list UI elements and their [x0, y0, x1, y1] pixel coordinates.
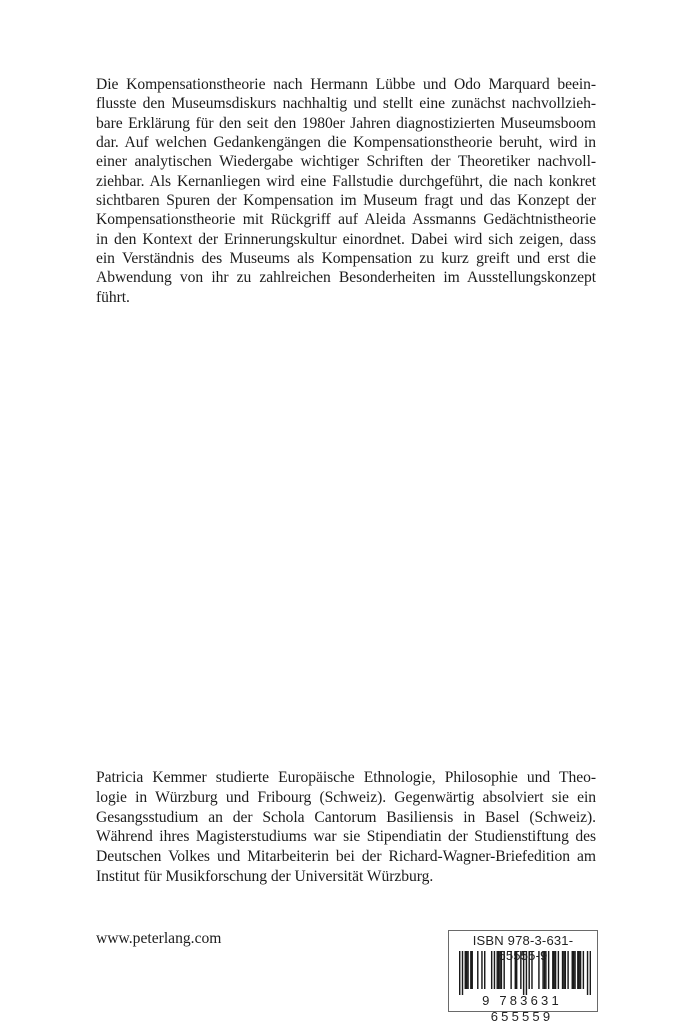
barcode-bar — [562, 951, 563, 989]
barcode-bar — [572, 951, 573, 989]
bio-line: Während ihres Magisterstudiums war sie Stipendiatin der Studienstiftung des — [96, 828, 596, 846]
barcode-bar — [484, 951, 485, 989]
abstract-line: ein Verständnis des Museums als Kompensation zu kurz greift und erst die — [96, 250, 596, 268]
abstract-line: in den Kontext der Erinnerungskultur einordnet. Dabei wird sich zeigen, dass — [96, 230, 596, 248]
barcode-bar — [516, 951, 517, 989]
barcode-bar — [477, 951, 478, 989]
barcode-bar — [558, 951, 559, 989]
barcode-bar — [491, 951, 492, 989]
barcode-bar — [573, 951, 574, 989]
bio-line: Patricia Kemmer studierte Europäische Ethnologie, Philosophie und Theo- — [96, 769, 596, 786]
barcode-bar — [503, 951, 504, 989]
bio-line: Gesangsstudium an der Schola Cantorum Basiliensis in Basel (Schweiz). — [96, 808, 596, 826]
barcode-bar — [538, 951, 539, 989]
barcode-bar — [470, 951, 471, 989]
barcode-bar — [577, 951, 578, 989]
bio-line: Institut für Musikforschung der Universität Würzburg. — [96, 867, 434, 885]
abstract-line: bare Erklärung für den seit den 1980er Jahren diagnostizierten Museumsboom — [96, 114, 596, 132]
barcode-bar — [466, 951, 467, 989]
abstract-line: sichtbaren Spuren der Kompensation im Museum fragt und das Konzept der — [96, 192, 596, 210]
barcode-bars-icon — [459, 951, 591, 995]
ean-digits: 9 783631 655559 — [482, 993, 562, 1024]
barcode-bar — [587, 951, 588, 995]
barcode-bar — [494, 951, 495, 989]
barcode-bar — [578, 951, 579, 989]
barcode-bar — [467, 951, 468, 989]
abstract-line: Die Kompensationstheorie nach Hermann Lübbe und Odo Marquard beein- — [96, 76, 596, 93]
barcode-bar — [567, 951, 568, 989]
isbn-barcode — [448, 930, 598, 1024]
abstract-line: dar. Auf welchen Gedankengängen die Kompensationstheorie beruht, wird in — [96, 134, 596, 152]
isbn-label: ISBN 978-3-631-65555-9 — [472, 933, 574, 963]
barcode-bar — [553, 951, 554, 989]
barcode-bar — [565, 951, 566, 989]
barcode-bar — [515, 951, 516, 989]
barcode-bar — [462, 951, 463, 995]
abstract-line: führt. — [96, 288, 130, 306]
barcode-bar — [481, 951, 482, 989]
publisher-website[interactable]: www.peterlang.com — [96, 930, 222, 947]
author-bio — [96, 768, 596, 887]
barcode-bar — [563, 951, 564, 989]
barcode-bar — [580, 951, 581, 989]
barcode-bar — [590, 951, 591, 995]
barcode-bar — [501, 951, 502, 989]
bio-line: logie in Würzburg und Fribourg (Schweiz). Gegenwärtig absolviert sie ein — [96, 788, 596, 806]
barcode-bar — [544, 951, 545, 989]
barcode-bar — [465, 951, 466, 989]
barcode-bar — [574, 951, 575, 989]
bio-line: Deutschen Volkes und Mitarbeiterin bei der Richard-Wagner-Briefedition am — [96, 848, 596, 866]
barcode-bar — [526, 951, 527, 995]
barcode-bar — [523, 951, 524, 995]
barcode-bar — [552, 951, 553, 989]
abstract-line: ziehbar. Als Kernanliegen wird eine Fallstudie durchgeführt, die nach konkret — [96, 172, 596, 190]
barcode-bar — [472, 951, 473, 989]
barcode-bar — [520, 951, 521, 989]
abstract-line: flusste den Museumsdiskurs nachhaltig und stellt eine zunächst nachvollzieh- — [96, 95, 596, 113]
abstract-text — [96, 75, 596, 307]
abstract-line: einer analytischen Wiedergabe wichtiger Schriften der Theoretiker nachvoll- — [96, 153, 596, 171]
abstract-line: Abwendung von ihr zu zahlreichen Besonderheiten im Ausstellungskonzept — [96, 269, 596, 287]
barcode-bar — [531, 951, 532, 989]
barcode-bar — [459, 951, 460, 995]
barcode-bar — [510, 951, 511, 989]
barcode-bar — [499, 951, 500, 989]
barcode-bar — [528, 951, 529, 989]
barcode-bar — [548, 951, 549, 989]
abstract-line: Kompensationstheorie mit Rückgriff auf Aleida Assmanns Gedächtnistheorie — [96, 211, 596, 229]
barcode-bar — [545, 951, 546, 989]
barcode-bar — [542, 951, 543, 989]
barcode-bar — [555, 951, 556, 989]
barcode-bar — [498, 951, 499, 989]
barcode-bar — [497, 951, 498, 989]
barcode-bar — [583, 951, 584, 989]
